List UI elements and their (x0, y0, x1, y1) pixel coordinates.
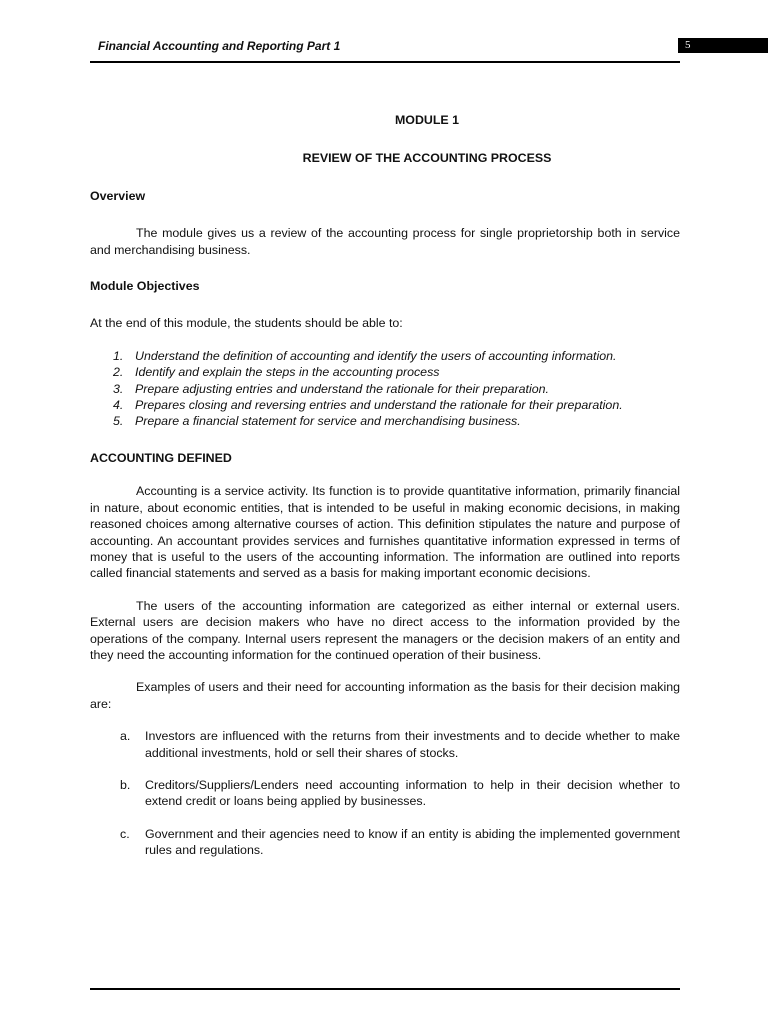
overview-heading: Overview (90, 188, 146, 203)
accounting-defined-paragraph-2: The users of the accounting information are categorized as either internal or external users. External users are decision makers who have no direct access to the information provided by the operations of the company. Internal users represent the managers or the decision makers of an entity and they need the accounting information for the continued operation of their business. (90, 598, 680, 662)
accounting-defined-paragraph-3: Examples of users and their need for accounting information as the basis for their decision making are: (90, 680, 680, 711)
document-header-title: Financial Accounting and Reporting Part 1 (98, 39, 341, 53)
module-title: REVIEW OF THE ACCOUNTING PROCESS (302, 151, 552, 166)
objectives-heading: Module Objectives (90, 279, 200, 294)
objectives-list (90, 348, 680, 430)
objective-item: 5. Prepare a financial statement for service and merchandising business. (113, 414, 521, 429)
header-divider (90, 61, 680, 63)
module-label: MODULE 1 (394, 113, 460, 127)
page-content (90, 112, 680, 859)
objectives-intro: At the end of this module, the students should be able to: (90, 316, 403, 331)
user-examples-list (90, 728, 680, 858)
objective-item: 4. Prepares closing and reversing entries and understand the rationale for their preparation. (113, 398, 623, 413)
example-item: a. Investors are influenced with the returns from their investments and to decide whether to make additional investments, hold or sell their shares of stocks. (120, 729, 680, 760)
accounting-defined-heading: ACCOUNTING DEFINED (90, 450, 232, 465)
accounting-defined-paragraph-1: Accounting is a service activity. Its function is to provide quantitative information, primarily financial in nature, about economic entities, that is intended to be useful in making economic decisions, in making reasoned choices among alternative courses of action. This definition stipulates the nature and purpose of accounting. An accountant provides services and furnishes quantitative information expressed in terms of money that is useful to the users of the accounting information. The information are outlined into reports called financial statements and served as a basis for making important economic decisions. (90, 484, 680, 581)
overview-text: The module gives us a review of the accounting process for single proprietorship both in service and merchandising business. (90, 226, 680, 257)
objective-item: 2. Identify and explain the steps in the accounting process (113, 365, 440, 380)
objective-item: 1. Understand the definition of accounting and identify the users of accounting information. (113, 348, 617, 363)
objective-item: 3. Prepare adjusting entries and understand the rationale for their preparation. (113, 381, 549, 396)
example-item: c. Government and their agencies need to know if an entity is abiding the implemented government rules and regulations. (120, 826, 680, 858)
footer-divider (90, 988, 680, 990)
example-item: b. Creditors/Suppliers/Lenders need accounting information to help in their decision whether to extend credit or loans being applied by businesses. (120, 777, 680, 809)
page-number: 5 (678, 38, 768, 53)
